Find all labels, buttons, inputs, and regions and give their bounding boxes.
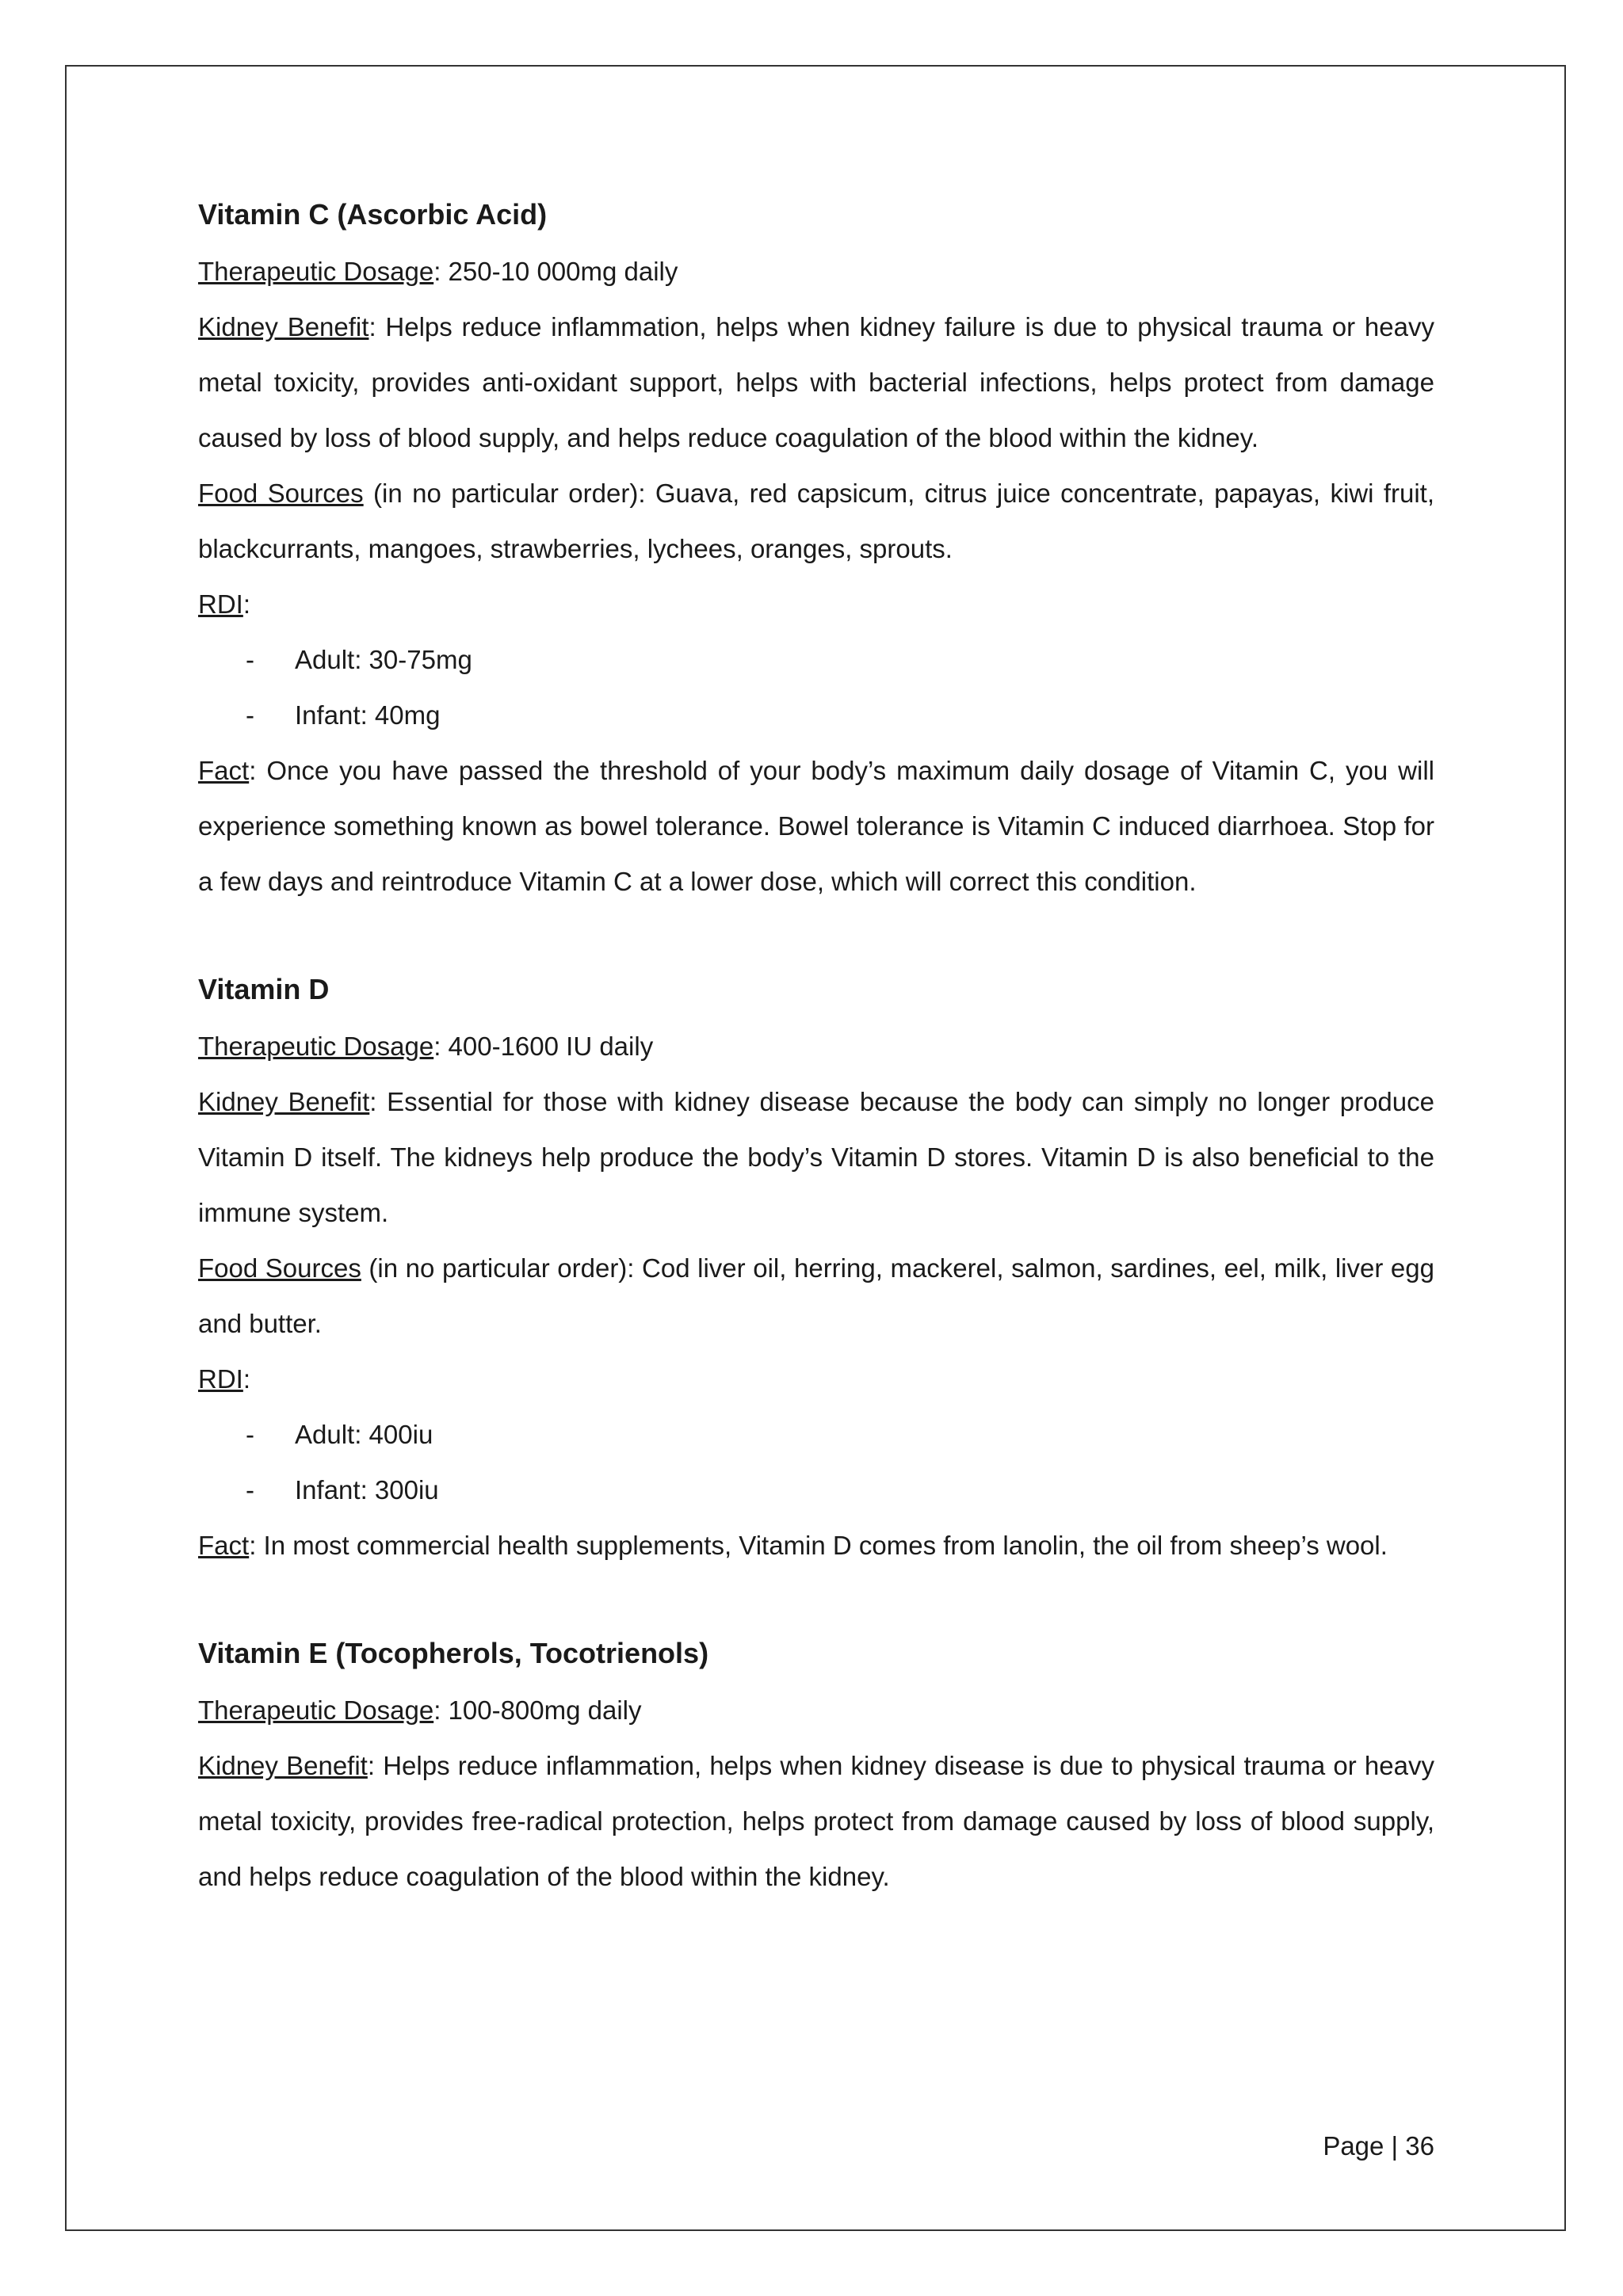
list-item xyxy=(198,1463,1434,1518)
fact-label: Fact xyxy=(198,756,250,785)
rdi-list xyxy=(198,1407,1434,1518)
document-body xyxy=(198,196,1434,1905)
fact-paragraph xyxy=(198,743,1434,910)
page-number: Page | 36 xyxy=(1323,2131,1434,2161)
benefit-paragraph xyxy=(198,1074,1434,1241)
section-spacer xyxy=(198,1573,1434,1635)
food-label: Food Sources xyxy=(198,479,364,508)
dosage-label: Therapeutic Dosage xyxy=(198,1695,434,1725)
benefit-label: Kidney Benefit xyxy=(198,1751,368,1780)
rdi-label: RDI xyxy=(198,589,243,619)
section-heading: Vitamin D xyxy=(198,973,330,1005)
dosage-label: Therapeutic Dosage xyxy=(198,1032,434,1061)
list-item xyxy=(198,632,1434,688)
benefit-label: Kidney Benefit xyxy=(198,312,369,341)
list-dash: - xyxy=(246,1475,254,1505)
rdi-item: Infant: 40mg xyxy=(295,700,441,730)
food-paragraph xyxy=(198,466,1434,577)
rdi-line xyxy=(198,577,1434,632)
rdi-colon: : xyxy=(242,1364,251,1394)
section-spacer xyxy=(198,910,1434,971)
rdi-item: Infant: 300iu xyxy=(295,1475,439,1505)
list-dash: - xyxy=(246,700,254,730)
food-label: Food Sources xyxy=(198,1253,361,1283)
benefit-paragraph xyxy=(198,299,1434,466)
benefit-text: : Essential for those with kidney disease because the body can simply no longer produce Vitamin D itself. The kidneys help produce the body’s Vitamin D stores. Vitamin D is also beneficial to the immune system. xyxy=(198,1087,1434,1227)
benefit-text: : Helps reduce inflammation, helps when kidney disease is due to physical trauma or heavy metal toxicity, provides free-radical protection, helps protect from damage caused by loss of blood supply, and helps reduce coagulation of the blood within the kidney. xyxy=(198,1751,1434,1891)
dosage-text: : 400-1600 IU daily xyxy=(433,1032,654,1061)
section-vitamin-d xyxy=(198,971,1434,1573)
dosage-text: : 250-10 000mg daily xyxy=(433,257,678,286)
fact-text: : In most commercial health supplements, Vitamin D comes from lanolin, the oil from sheep’s wool. xyxy=(249,1531,1388,1560)
dosage-label: Therapeutic Dosage xyxy=(198,257,434,286)
food-paragraph xyxy=(198,1241,1434,1352)
rdi-item: Adult: 400iu xyxy=(295,1420,433,1449)
dosage-line xyxy=(198,1691,1434,1730)
dosage-text: : 100-800mg daily xyxy=(433,1695,642,1725)
section-heading: Vitamin E (Tocopherols, Tocotrienols) xyxy=(198,1637,709,1669)
food-text: (in no particular order): Guava, red capsicum, citrus juice concentrate, papayas, kiwi fruit, blackcurrants, mangoes, strawberries, lychees, oranges, sprouts. xyxy=(198,479,1435,563)
fact-text: : Once you have passed the threshold of your body’s maximum daily dosage of Vitamin C, you will experience something known as bowel tolerance. Bowel tolerance is Vitamin C induced diarrhoea. Stop for a few days and reintroduce Vitamin C at a lower dose, which will correct this condition. xyxy=(198,756,1434,896)
rdi-item: Adult: 30-75mg xyxy=(295,645,472,674)
fact-paragraph xyxy=(198,1518,1434,1573)
benefit-paragraph xyxy=(198,1738,1434,1905)
list-dash: - xyxy=(246,645,254,674)
rdi-colon: : xyxy=(242,589,251,619)
rdi-list xyxy=(198,632,1434,743)
benefit-label: Kidney Benefit xyxy=(198,1087,370,1116)
section-heading: Vitamin C (Ascorbic Acid) xyxy=(198,198,548,231)
list-item xyxy=(198,1407,1434,1463)
dosage-line xyxy=(198,252,1434,292)
benefit-text: : Helps reduce inflammation, helps when kidney failure is due to physical trauma or heavy metal toxicity, provides anti-oxidant support, helps with bacterial infections, helps protect from damage caused by loss of blood supply, and helps reduce coagulation of the blood within the kidney. xyxy=(198,312,1434,452)
list-dash: - xyxy=(246,1420,254,1449)
section-vitamin-c xyxy=(198,196,1434,910)
section-vitamin-e xyxy=(198,1635,1434,1905)
list-item xyxy=(198,688,1434,743)
fact-label: Fact xyxy=(198,1531,250,1560)
dosage-line xyxy=(198,1027,1434,1066)
rdi-line xyxy=(198,1352,1434,1407)
rdi-label: RDI xyxy=(198,1364,243,1394)
food-text: (in no particular order): Cod liver oil, herring, mackerel, salmon, sardines, eel, milk, liver egg and butter. xyxy=(198,1253,1434,1338)
